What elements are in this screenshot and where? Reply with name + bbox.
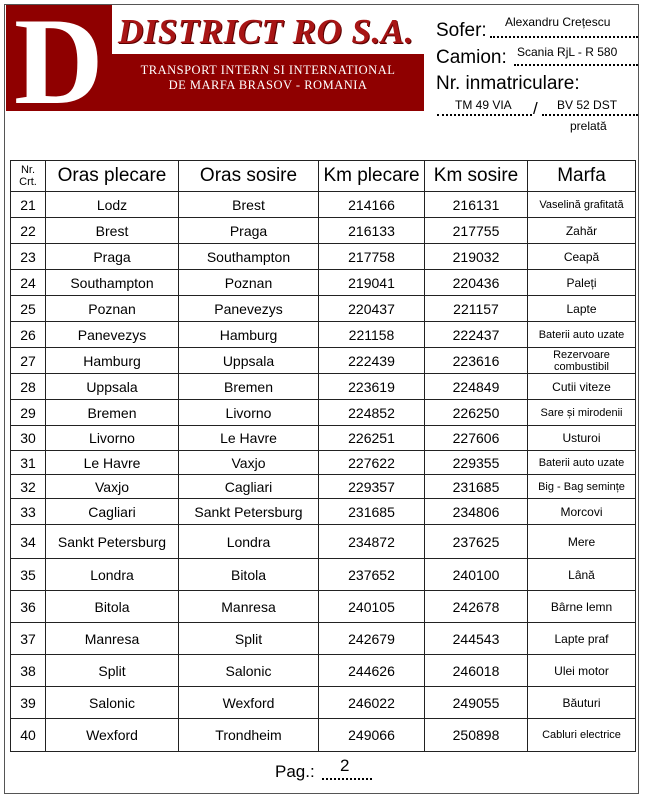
- camion-label: Camion:: [436, 47, 507, 68]
- oras-sosire: Uppsala: [179, 348, 319, 374]
- oras-plecare: Vaxjo: [46, 475, 179, 499]
- table-row: [11, 426, 636, 451]
- marfa: Baterii auto uzate: [528, 322, 636, 348]
- oras-sosire: Manresa: [179, 591, 319, 623]
- marfa: Paleți: [528, 270, 636, 296]
- sofer-line: [490, 36, 638, 38]
- km-sosire: 246018: [425, 655, 528, 687]
- marfa: Băuturi: [528, 687, 636, 719]
- km-sosire: 250898: [425, 719, 528, 752]
- row-nr: 31: [11, 451, 46, 475]
- camion-value: Scania RjL - R 580: [517, 45, 618, 59]
- km-plecare: 237652: [319, 559, 425, 591]
- sofer-label: Sofer:: [436, 20, 487, 41]
- marfa: Lână: [528, 559, 636, 591]
- km-plecare: 244626: [319, 655, 425, 687]
- page-number: 2: [340, 756, 350, 775]
- oras-sosire: Salonic: [179, 655, 319, 687]
- marfa: Baterii auto uzate: [528, 451, 636, 475]
- row-nr: 29: [11, 400, 46, 426]
- marfa: Lapte praf: [528, 623, 636, 655]
- table-row: [11, 348, 636, 374]
- row-nr: 34: [11, 525, 46, 559]
- oras-plecare: Split: [46, 655, 179, 687]
- row-nr: 39: [11, 687, 46, 719]
- col-oras-plecare: Oras plecare: [46, 161, 179, 192]
- km-plecare: 220437: [319, 296, 425, 322]
- transport-table: [10, 160, 636, 752]
- oras-sosire: Poznan: [179, 270, 319, 296]
- oras-plecare: Lodz: [46, 192, 179, 218]
- oras-sosire: Bitola: [179, 559, 319, 591]
- col-marfa: Marfa: [528, 161, 636, 192]
- oras-sosire: Bremen: [179, 374, 319, 400]
- km-sosire: 231685: [425, 475, 528, 499]
- table-row: [11, 719, 636, 752]
- table-row: [11, 559, 636, 591]
- table-row: [11, 218, 636, 244]
- nr-tractor: TM 49 VIA: [455, 98, 512, 112]
- table-row: [11, 451, 636, 475]
- nr-trailer-line: [542, 114, 638, 116]
- marfa: Zahăr: [528, 218, 636, 244]
- oras-plecare: Manresa: [46, 623, 179, 655]
- marfa: Morcovi: [528, 499, 636, 525]
- subtitle-line-2: DE MARFA BRASOV - ROMANIA: [168, 78, 368, 92]
- row-nr: 35: [11, 559, 46, 591]
- oras-sosire: Praga: [179, 218, 319, 244]
- km-plecare: 242679: [319, 623, 425, 655]
- col-oras-sosire: Oras sosire: [179, 161, 319, 192]
- row-nr: 24: [11, 270, 46, 296]
- oras-sosire: Trondheim: [179, 719, 319, 752]
- oras-sosire: Panevezys: [179, 296, 319, 322]
- table-row: [11, 623, 636, 655]
- oras-sosire: Brest: [179, 192, 319, 218]
- marfa: Cutii viteze: [528, 374, 636, 400]
- table-row: [11, 400, 636, 426]
- km-sosire: 220436: [425, 270, 528, 296]
- km-sosire: 216131: [425, 192, 528, 218]
- trailer-note: prelată: [570, 119, 607, 133]
- col-nr: Nr. Crt.: [11, 161, 46, 192]
- oras-plecare: Bitola: [46, 591, 179, 623]
- nr-trailer: BV 52 DST: [557, 98, 618, 112]
- oras-sosire: Hamburg: [179, 322, 319, 348]
- logo-letter: D: [14, 0, 104, 130]
- table-row: [11, 687, 636, 719]
- table-row: [11, 499, 636, 525]
- km-sosire: 221157: [425, 296, 528, 322]
- table-row: [11, 296, 636, 322]
- company-logo: [6, 0, 112, 130]
- row-nr: 25: [11, 296, 46, 322]
- oras-sosire: Southampton: [179, 244, 319, 270]
- oras-plecare: Salonic: [46, 687, 179, 719]
- nr-tractor-line: [437, 114, 532, 116]
- table-row: [11, 322, 636, 348]
- oras-sosire: Londra: [179, 525, 319, 559]
- marfa: Rezervoare combustibil: [528, 348, 636, 374]
- row-nr: 21: [11, 192, 46, 218]
- oras-plecare: Londra: [46, 559, 179, 591]
- oras-plecare: Le Havre: [46, 451, 179, 475]
- km-plecare: 223619: [319, 374, 425, 400]
- km-sosire: 234806: [425, 499, 528, 525]
- km-sosire: 229355: [425, 451, 528, 475]
- oras-sosire: Vaxjo: [179, 451, 319, 475]
- row-nr: 38: [11, 655, 46, 687]
- oras-plecare: Praga: [46, 244, 179, 270]
- oras-sosire: Cagliari: [179, 475, 319, 499]
- km-plecare: 249066: [319, 719, 425, 752]
- table-row: [11, 244, 636, 270]
- marfa: Cabluri electrice: [528, 719, 636, 752]
- oras-plecare: Bremen: [46, 400, 179, 426]
- oras-plecare: Brest: [46, 218, 179, 244]
- km-plecare: 221158: [319, 322, 425, 348]
- col-km-sosire: Km sosire: [425, 161, 528, 192]
- marfa: Ceapă: [528, 244, 636, 270]
- km-plecare: 217758: [319, 244, 425, 270]
- km-plecare: 216133: [319, 218, 425, 244]
- oras-sosire: Sankt Petersburg: [179, 499, 319, 525]
- row-nr: 26: [11, 322, 46, 348]
- km-sosire: 249055: [425, 687, 528, 719]
- row-nr: 22: [11, 218, 46, 244]
- inmatriculare-label: Nr. inmatriculare:: [436, 73, 580, 94]
- table-row: [11, 525, 636, 559]
- marfa: Vaselină grafitată: [528, 192, 636, 218]
- subtitle-line-1: TRANSPORT INTERN SI INTERNATIONAL: [140, 63, 396, 77]
- table-header: [11, 161, 636, 192]
- km-sosire: 222437: [425, 322, 528, 348]
- oras-sosire: Livorno: [179, 400, 319, 426]
- oras-sosire: Wexford: [179, 687, 319, 719]
- km-sosire: 217755: [425, 218, 528, 244]
- col-km-plecare: Km plecare: [319, 161, 425, 192]
- oras-plecare: Wexford: [46, 719, 179, 752]
- table-row: [11, 591, 636, 623]
- row-nr: 37: [11, 623, 46, 655]
- marfa: Ulei motor: [528, 655, 636, 687]
- marfa: Bârne lemn: [528, 591, 636, 623]
- km-plecare: 222439: [319, 348, 425, 374]
- marfa: Usturoi: [528, 426, 636, 451]
- marfa: Big - Bag semințe: [528, 475, 636, 499]
- km-plecare: 227622: [319, 451, 425, 475]
- km-plecare: 219041: [319, 270, 425, 296]
- oras-sosire: Split: [179, 623, 319, 655]
- oras-plecare: Sankt Petersburg: [46, 525, 179, 559]
- table-row: [11, 475, 636, 499]
- marfa: Mere: [528, 525, 636, 559]
- nr-separator: /: [533, 99, 538, 118]
- company-name: DISTRICT RO S.A.: [118, 12, 414, 51]
- km-plecare: 240105: [319, 591, 425, 623]
- oras-plecare: Poznan: [46, 296, 179, 322]
- km-sosire: 219032: [425, 244, 528, 270]
- oras-plecare: Southampton: [46, 270, 179, 296]
- marfa: Sare și mirodenii: [528, 400, 636, 426]
- table-row: [11, 270, 636, 296]
- km-plecare: 246022: [319, 687, 425, 719]
- oras-plecare: Hamburg: [46, 348, 179, 374]
- sofer-value: Alexandru Crețescu: [505, 15, 611, 29]
- km-plecare: 229357: [319, 475, 425, 499]
- km-sosire: 240100: [425, 559, 528, 591]
- row-nr: 23: [11, 244, 46, 270]
- km-sosire: 237625: [425, 525, 528, 559]
- page-label: Pag.:: [275, 762, 315, 781]
- oras-plecare: Panevezys: [46, 322, 179, 348]
- km-sosire: 227606: [425, 426, 528, 451]
- km-plecare: 224852: [319, 400, 425, 426]
- table-row: [11, 374, 636, 400]
- oras-sosire: Le Havre: [179, 426, 319, 451]
- km-sosire: 244543: [425, 623, 528, 655]
- km-sosire: 224849: [425, 374, 528, 400]
- oras-plecare: Cagliari: [46, 499, 179, 525]
- company-subtitle: [112, 63, 424, 93]
- row-nr: 36: [11, 591, 46, 623]
- oras-plecare: Livorno: [46, 426, 179, 451]
- row-nr: 32: [11, 475, 46, 499]
- marfa: Lapte: [528, 296, 636, 322]
- row-nr: 33: [11, 499, 46, 525]
- page-line: [322, 778, 372, 780]
- km-plecare: 234872: [319, 525, 425, 559]
- km-sosire: 242678: [425, 591, 528, 623]
- row-nr: 30: [11, 426, 46, 451]
- row-nr: 28: [11, 374, 46, 400]
- km-plecare: 214166: [319, 192, 425, 218]
- km-plecare: 231685: [319, 499, 425, 525]
- table-row: [11, 655, 636, 687]
- km-plecare: 226251: [319, 426, 425, 451]
- oras-plecare: Uppsala: [46, 374, 179, 400]
- row-nr: 27: [11, 348, 46, 374]
- km-sosire: 223616: [425, 348, 528, 374]
- table-row: [11, 192, 636, 218]
- camion-line: [514, 64, 638, 66]
- row-nr: 40: [11, 719, 46, 752]
- km-sosire: 226250: [425, 400, 528, 426]
